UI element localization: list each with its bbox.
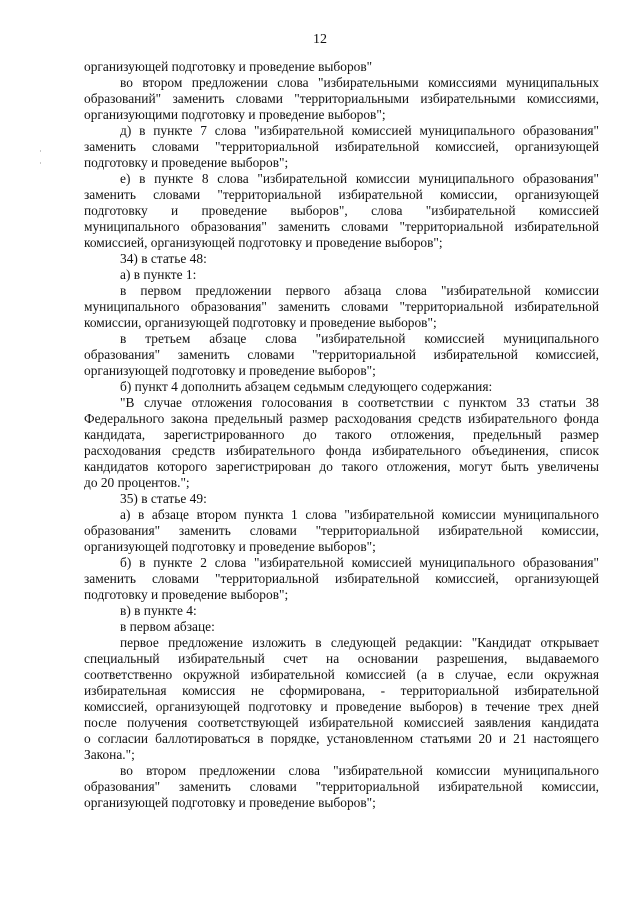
text-line: организующей подготовку и проведение выборов"; (84, 539, 376, 554)
text-line: заменить словами "территориальной избирательной комиссией, организующей (84, 571, 599, 586)
text-line: в первом предложении первого абзаца слова "избирательной комиссии (120, 283, 599, 298)
text-line: муниципального образования" заменить словами "территориальной избирательной (84, 299, 599, 314)
text-line: "В случае отложения голосования в соответствии с пунктом 33 статьи 38 (120, 395, 599, 410)
text-line: после получения соответствующей избирательной комиссией заявления кандидата (84, 715, 599, 730)
text-line: образования" заменить словами "территориальной избирательной комиссии, (84, 523, 599, 538)
text-line: расходования средств избирательного фонда избирательного объединения, список (84, 443, 599, 458)
text-line: заменить словами "территориальной избирательной комиссией, организующей (84, 139, 599, 154)
text-line: до 20 процентов."; (84, 475, 190, 490)
text-line: специальный избирательный счет на основании разрешения, выдаваемого (84, 651, 599, 666)
text-line: б) в пункте 2 слова "избирательной комиссией муниципального образования" (120, 555, 599, 570)
text-line: комиссией, организующей подготовку и проведение выборов"; (84, 235, 443, 250)
text-line: кандидата, зарегистрированного до такого отложения, предельный размер (84, 427, 599, 442)
text-line: в первом абзаце: (120, 619, 215, 634)
margin-scan-mark (40, 150, 41, 152)
text-line: подготовку и проведение выборов", слова "избирательной комиссией (84, 203, 599, 218)
text-line: а) в абзаце втором пункта 1 слова "избирательной комиссии муниципального (120, 507, 599, 522)
text-line: в) в пункте 4: (120, 603, 197, 618)
text-line: а) в пункте 1: (120, 267, 197, 282)
text-line: б) пункт 4 дополнить абзацем седьмым следующего содержания: (120, 379, 493, 394)
text-line: муниципального образования" заменить словами "территориальной избирательной (84, 219, 599, 234)
text-line: организующей подготовку и проведение выборов"; (84, 795, 376, 810)
text-line: 34) в статье 48: (120, 251, 207, 266)
text-line: образований" заменить словами "территориальными избирательными комиссиями, (84, 91, 599, 106)
margin-scan-mark (40, 162, 41, 164)
text-line: 35) в статье 49: (120, 491, 207, 506)
text-line: организующей подготовку и проведение выборов"; (84, 363, 376, 378)
text-line: заменить словами "территориальной избирательной комиссии, организующей (84, 187, 599, 202)
text-line: организующей подготовку и проведение выборов" (84, 59, 373, 74)
text-line: соответственно окружной избирательной комиссией (а в случае, если окружная (84, 667, 599, 682)
text-line: в третьем абзаце слова "избирательной комиссией муниципального (120, 331, 599, 346)
text-line: организующими подготовку и проведение выборов"; (84, 107, 386, 122)
text-line: Закона."; (84, 747, 135, 762)
document-body (84, 59, 599, 811)
text-line: комиссией, организующей подготовку и проведение выборов) в течение трех дней (84, 699, 599, 714)
text-line: образования" заменить словами "территориальной избирательной комиссии, (84, 779, 599, 794)
text-line: во втором предложении слова "избирательной комиссии муниципального (120, 763, 599, 778)
text-line: образования" заменить словами "территориальной избирательной комиссией, (84, 347, 599, 362)
text-line: подготовку и проведение выборов"; (84, 587, 289, 602)
text-line: кандидатов которого зарегистрирован до такого отложения, могут быть увеличены (84, 459, 599, 474)
text-line: о согласии баллотироваться в порядке, установленном статьями 20 и 21 настоящего (84, 731, 599, 746)
text-line: Федерального закона предельный размер расходования средств избирательного фонда (84, 411, 599, 426)
page-number: 12 (313, 32, 327, 47)
text-line: первое предложение изложить в следующей редакции: "Кандидат открывает (120, 635, 599, 650)
text-line: комиссии, организующей подготовку и проведение выборов"; (84, 315, 437, 330)
text-line: подготовку и проведение выборов"; (84, 155, 289, 170)
text-line: избирательная комиссия не сформирована, - территориальной избирательной (84, 683, 599, 698)
text-line: во втором предложении слова "избирательными комиссиями муниципальных (120, 75, 599, 90)
text-line: е) в пункте 8 слова "избирательной комиссии муниципального образования" (120, 171, 599, 186)
text-line: д) в пункте 7 слова "избирательной комиссией муниципального образования" (120, 123, 599, 138)
